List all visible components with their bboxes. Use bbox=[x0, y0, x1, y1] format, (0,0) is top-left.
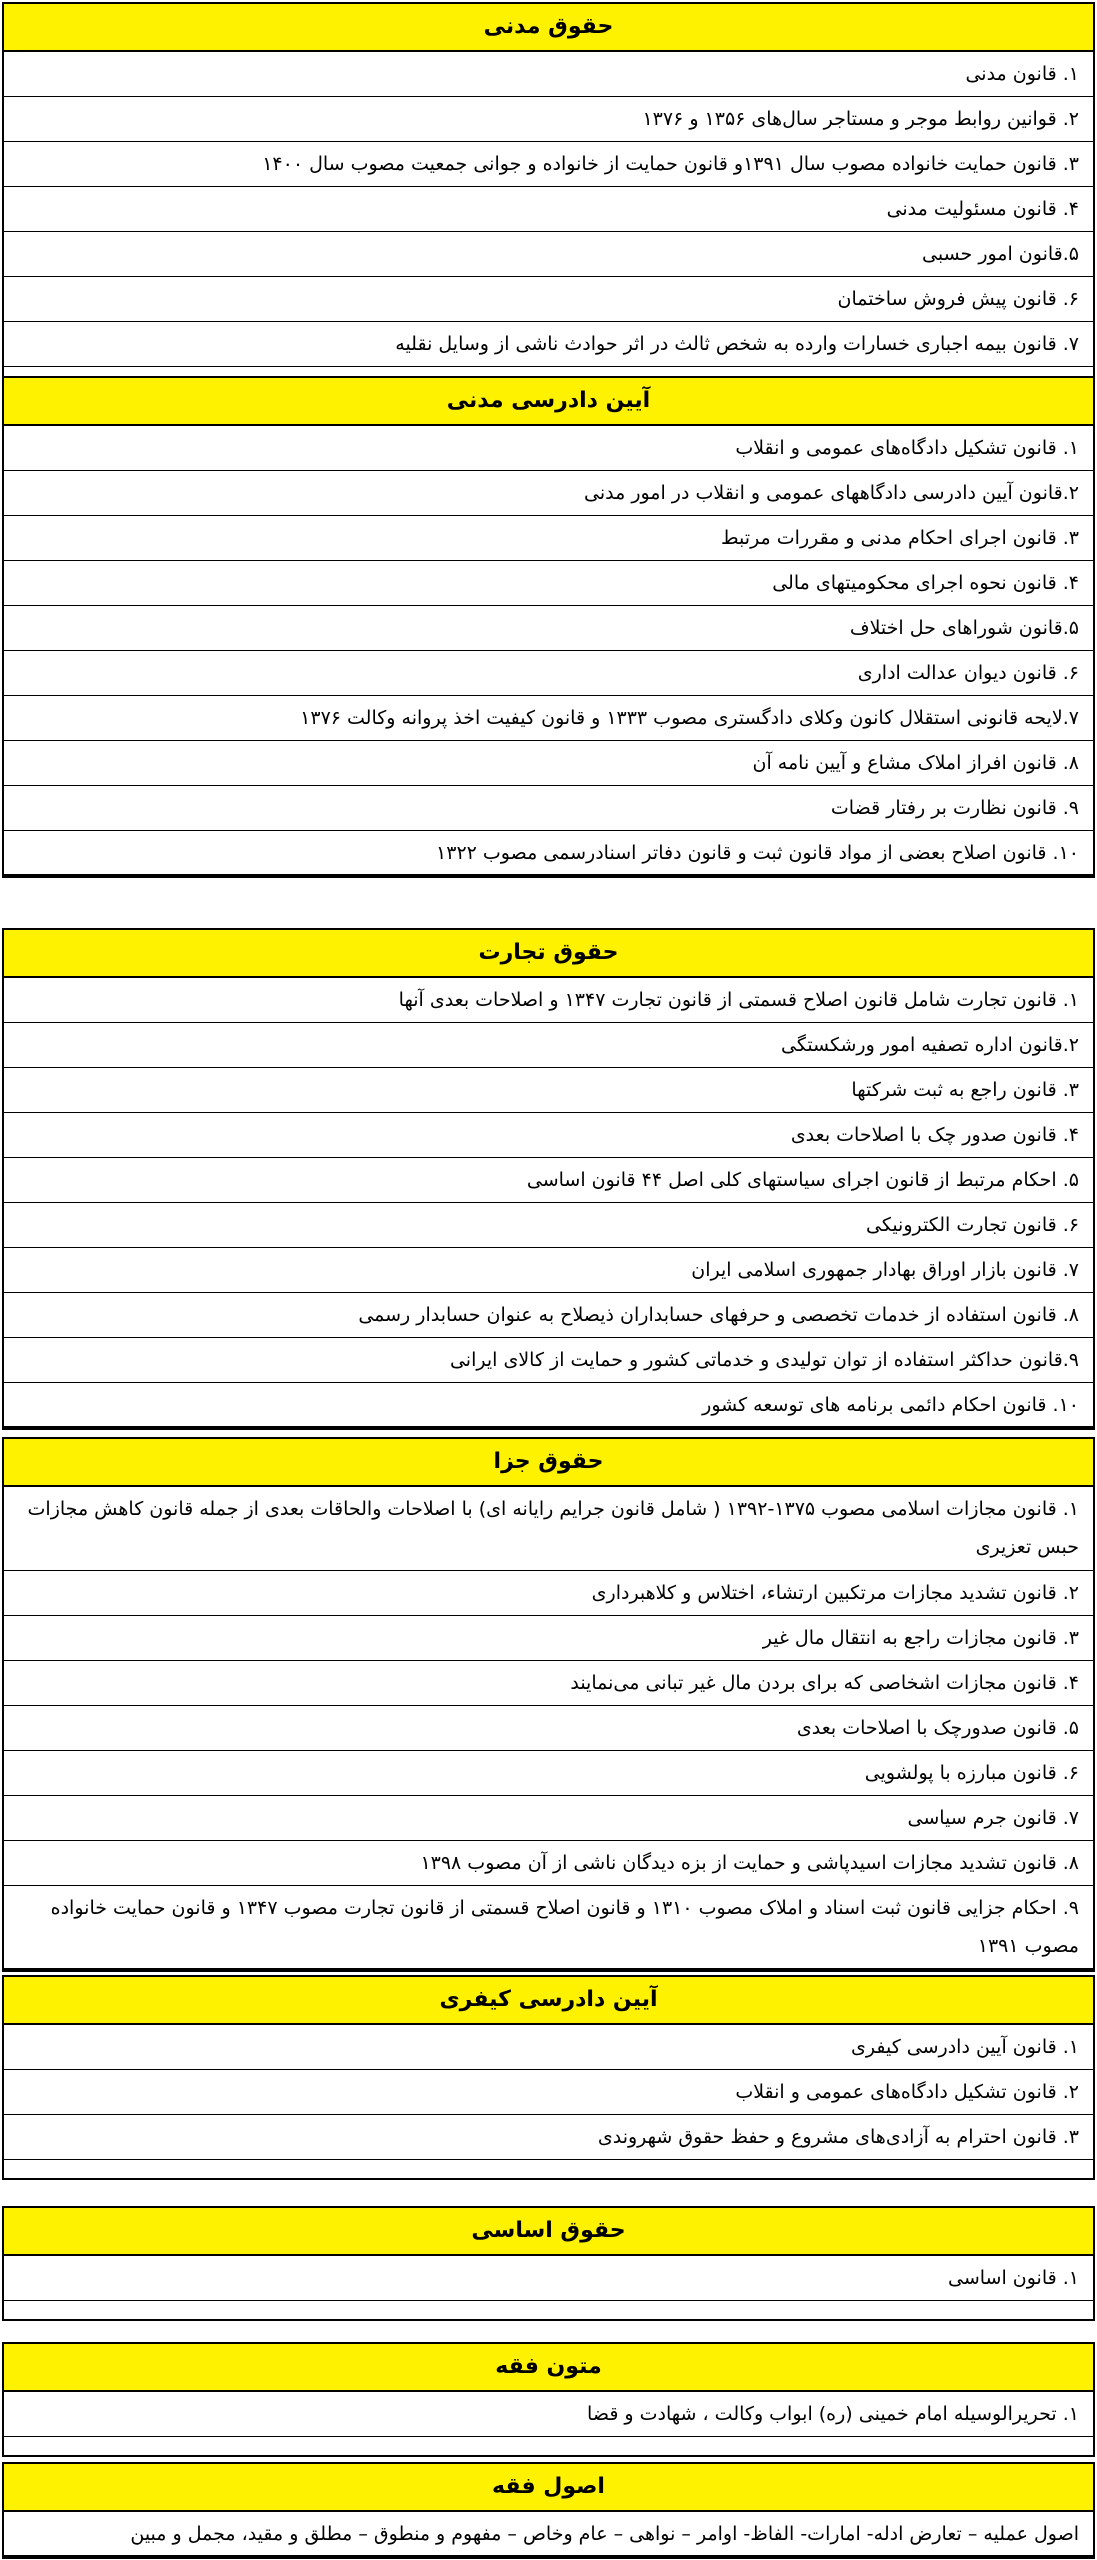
list-item: ۹.قانون حداکثر استفاده از توان تولیدی و خدماتی کشور و حمایت از کالای ایرانی bbox=[4, 1338, 1093, 1383]
section-principles-of-jurisprudence bbox=[2, 2462, 1095, 2559]
list-item: ۳. قانون مجازات راجع به انتقال مال غیر bbox=[4, 1616, 1093, 1661]
section-title: آیین دادرسی کیفری bbox=[4, 1977, 1093, 2025]
list-item: ۱. قانون مدنی bbox=[4, 52, 1093, 97]
list-item: ۹. قانون نظارت بر رفتار قضات bbox=[4, 786, 1093, 831]
list-item: ۳. قانون احترام به آزادی‌های مشروع و حفظ حقوق شهروندی bbox=[4, 2115, 1093, 2160]
list-item: اصول عملیه – تعارض ادله- امارات- الفاظ- اوامر – نواهی – عام وخاص – مفهوم و منطوق – مطلق و مقید، مجمل و مبین bbox=[4, 2512, 1093, 2557]
section-constitutional-law bbox=[2, 2206, 1095, 2321]
list-item: ۱۰. قانون احکام دائمی برنامه های توسعه کشور bbox=[4, 1383, 1093, 1428]
list-item: ۵.قانون شوراهای حل اختلاف bbox=[4, 606, 1093, 651]
section-title: حقوق تجارت bbox=[4, 930, 1093, 978]
section-civil-procedure bbox=[2, 376, 1095, 878]
list-item: ۱. قانون اساسی bbox=[4, 2256, 1093, 2301]
section-commercial-law bbox=[2, 928, 1095, 1430]
list-item: ۲.قانون آیین دادرسی دادگاههای عمومی و انقلاب در امور مدنی bbox=[4, 471, 1093, 516]
list-item: ۸. قانون استفاده از خدمات تخصصی و حرفهای حسابداران ذیصلاح به عنوان حسابدار رسمی bbox=[4, 1293, 1093, 1338]
list-item: ۱. قانون مجازات اسلامی مصوب ۱۳۷۵-۱۳۹۲ ( شامل قانون جرایم رایانه ای) با اصلاحات والحاقات بعدی از جمله قانون کاهش مجازات حبس تعزیری bbox=[4, 1487, 1093, 1571]
section-title: اصول فقه bbox=[4, 2464, 1093, 2512]
list-item: ۷.لایحه قانونی استقلال کانون وکلای دادگستری مصوب ۱۳۳۳ و قانون کیفیت اخذ پروانه وکالت ۱۳۷۶ bbox=[4, 696, 1093, 741]
list-item: ۱۰. قانون اصلاح بعضی از مواد قانون ثبت و قانون دفاتر اسنادرسمی مصوب ۱۳۲۲ bbox=[4, 831, 1093, 876]
list-item: ۸. قانون افراز املاک مشاع و آیین نامه آن bbox=[4, 741, 1093, 786]
list-item: ۴. قانون مجازات اشخاصی که برای بردن مال غیر تبانی می‌نمایند bbox=[4, 1661, 1093, 1706]
list-item: ۵. احکام مرتبط از قانون اجرای سیاستهای کلی اصل ۴۴ قانون اساسی bbox=[4, 1158, 1093, 1203]
list-item: ۷. قانون بیمه اجباری خسارات وارده به شخص ثالث در اثر حوادث ناشی از وسایل نقلیه bbox=[4, 322, 1093, 367]
section-criminal-law bbox=[2, 1437, 1095, 1972]
list-item: ۱. تحریرالوسیله امام خمینی (ره) ابواب وکالت ، شهادت و قضا bbox=[4, 2392, 1093, 2437]
list-item: ۲. قوانین روابط موجر و مستاجر سال‌های ۱۳۵۶ و ۱۳۷۶ bbox=[4, 97, 1093, 142]
list-item: ۸. قانون تشدید مجازات اسیدپاشی و حمایت از بزه دیدگان ناشی از آن مصوب ۱۳۹۸ bbox=[4, 1841, 1093, 1886]
section-jurisprudence-texts bbox=[2, 2342, 1095, 2457]
list-item: ۷. قانون جرم سیاسی bbox=[4, 1796, 1093, 1841]
list-item: ۱. قانون تجارت شامل قانون اصلاح قسمتی از قانون تجارت ۱۳۴۷ و اصلاحات بعدی آنها bbox=[4, 978, 1093, 1023]
list-item: ۶. قانون دیوان عدالت اداری bbox=[4, 651, 1093, 696]
list-item: ۶. قانون پیش فروش ساختمان bbox=[4, 277, 1093, 322]
list-item: ۶. قانون تجارت الکترونیکی bbox=[4, 1203, 1093, 1248]
section-criminal-procedure bbox=[2, 1975, 1095, 2180]
list-item: ۴. قانون مسئولیت مدنی bbox=[4, 187, 1093, 232]
list-item: ۳. قانون راجع به ثبت شرکتها bbox=[4, 1068, 1093, 1113]
list-item: ۱. قانون تشکیل دادگاه‌های عمومی و انقلاب bbox=[4, 426, 1093, 471]
section-title: متون فقه bbox=[4, 2344, 1093, 2392]
list-item: ۷. قانون بازار اوراق بهادار جمهوری اسلامی ایران bbox=[4, 1248, 1093, 1293]
list-item: ۲. قانون تشکیل دادگاه‌های عمومی و انقلاب bbox=[4, 2070, 1093, 2115]
list-item: ۹. احکام جزایی قانون ثبت اسناد و املاک مصوب ۱۳۱۰ و قانون اصلاح قسمتی از قانون تجارت مصوب ۱۳۴۷ و قانون حمایت خانواده مصوب ۱۳۹۱ bbox=[4, 1886, 1093, 1970]
section-title: آیین دادرسی مدنی bbox=[4, 378, 1093, 426]
list-item: ۶. قانون مبارزه با پولشویی bbox=[4, 1751, 1093, 1796]
list-item: ۵.قانون امور حسبی bbox=[4, 232, 1093, 277]
section-title: حقوق جزا bbox=[4, 1439, 1093, 1487]
section-civil-law bbox=[2, 2, 1095, 432]
list-item: ۲. قانون تشدید مجازات مرتکبین ارتشاء، اختلاس و کلاهبرداری bbox=[4, 1571, 1093, 1616]
list-item: ۱. قانون آیین دادرسی کیفری bbox=[4, 2025, 1093, 2070]
list-item: ۲.قانون اداره تصفیه امور ورشکستگی bbox=[4, 1023, 1093, 1068]
list-item: ۴. قانون نحوه اجرای محکومیتهای مالی bbox=[4, 561, 1093, 606]
list-item: ۵. قانون صدورچک با اصلاحات بعدی bbox=[4, 1706, 1093, 1751]
list-item: ۴. قانون صدور چک با اصلاحات بعدی bbox=[4, 1113, 1093, 1158]
list-item: ۳. قانون اجرای احکام مدنی و مقررات مرتبط bbox=[4, 516, 1093, 561]
list-item: ۳. قانون حمایت خانواده مصوب سال ۱۳۹۱و قانون حمایت از خانواده و جوانی جمعیت مصوب سال ۱۴۰۰ bbox=[4, 142, 1093, 187]
section-title: حقوق اساسی bbox=[4, 2208, 1093, 2256]
section-title: حقوق مدنی bbox=[4, 4, 1093, 52]
